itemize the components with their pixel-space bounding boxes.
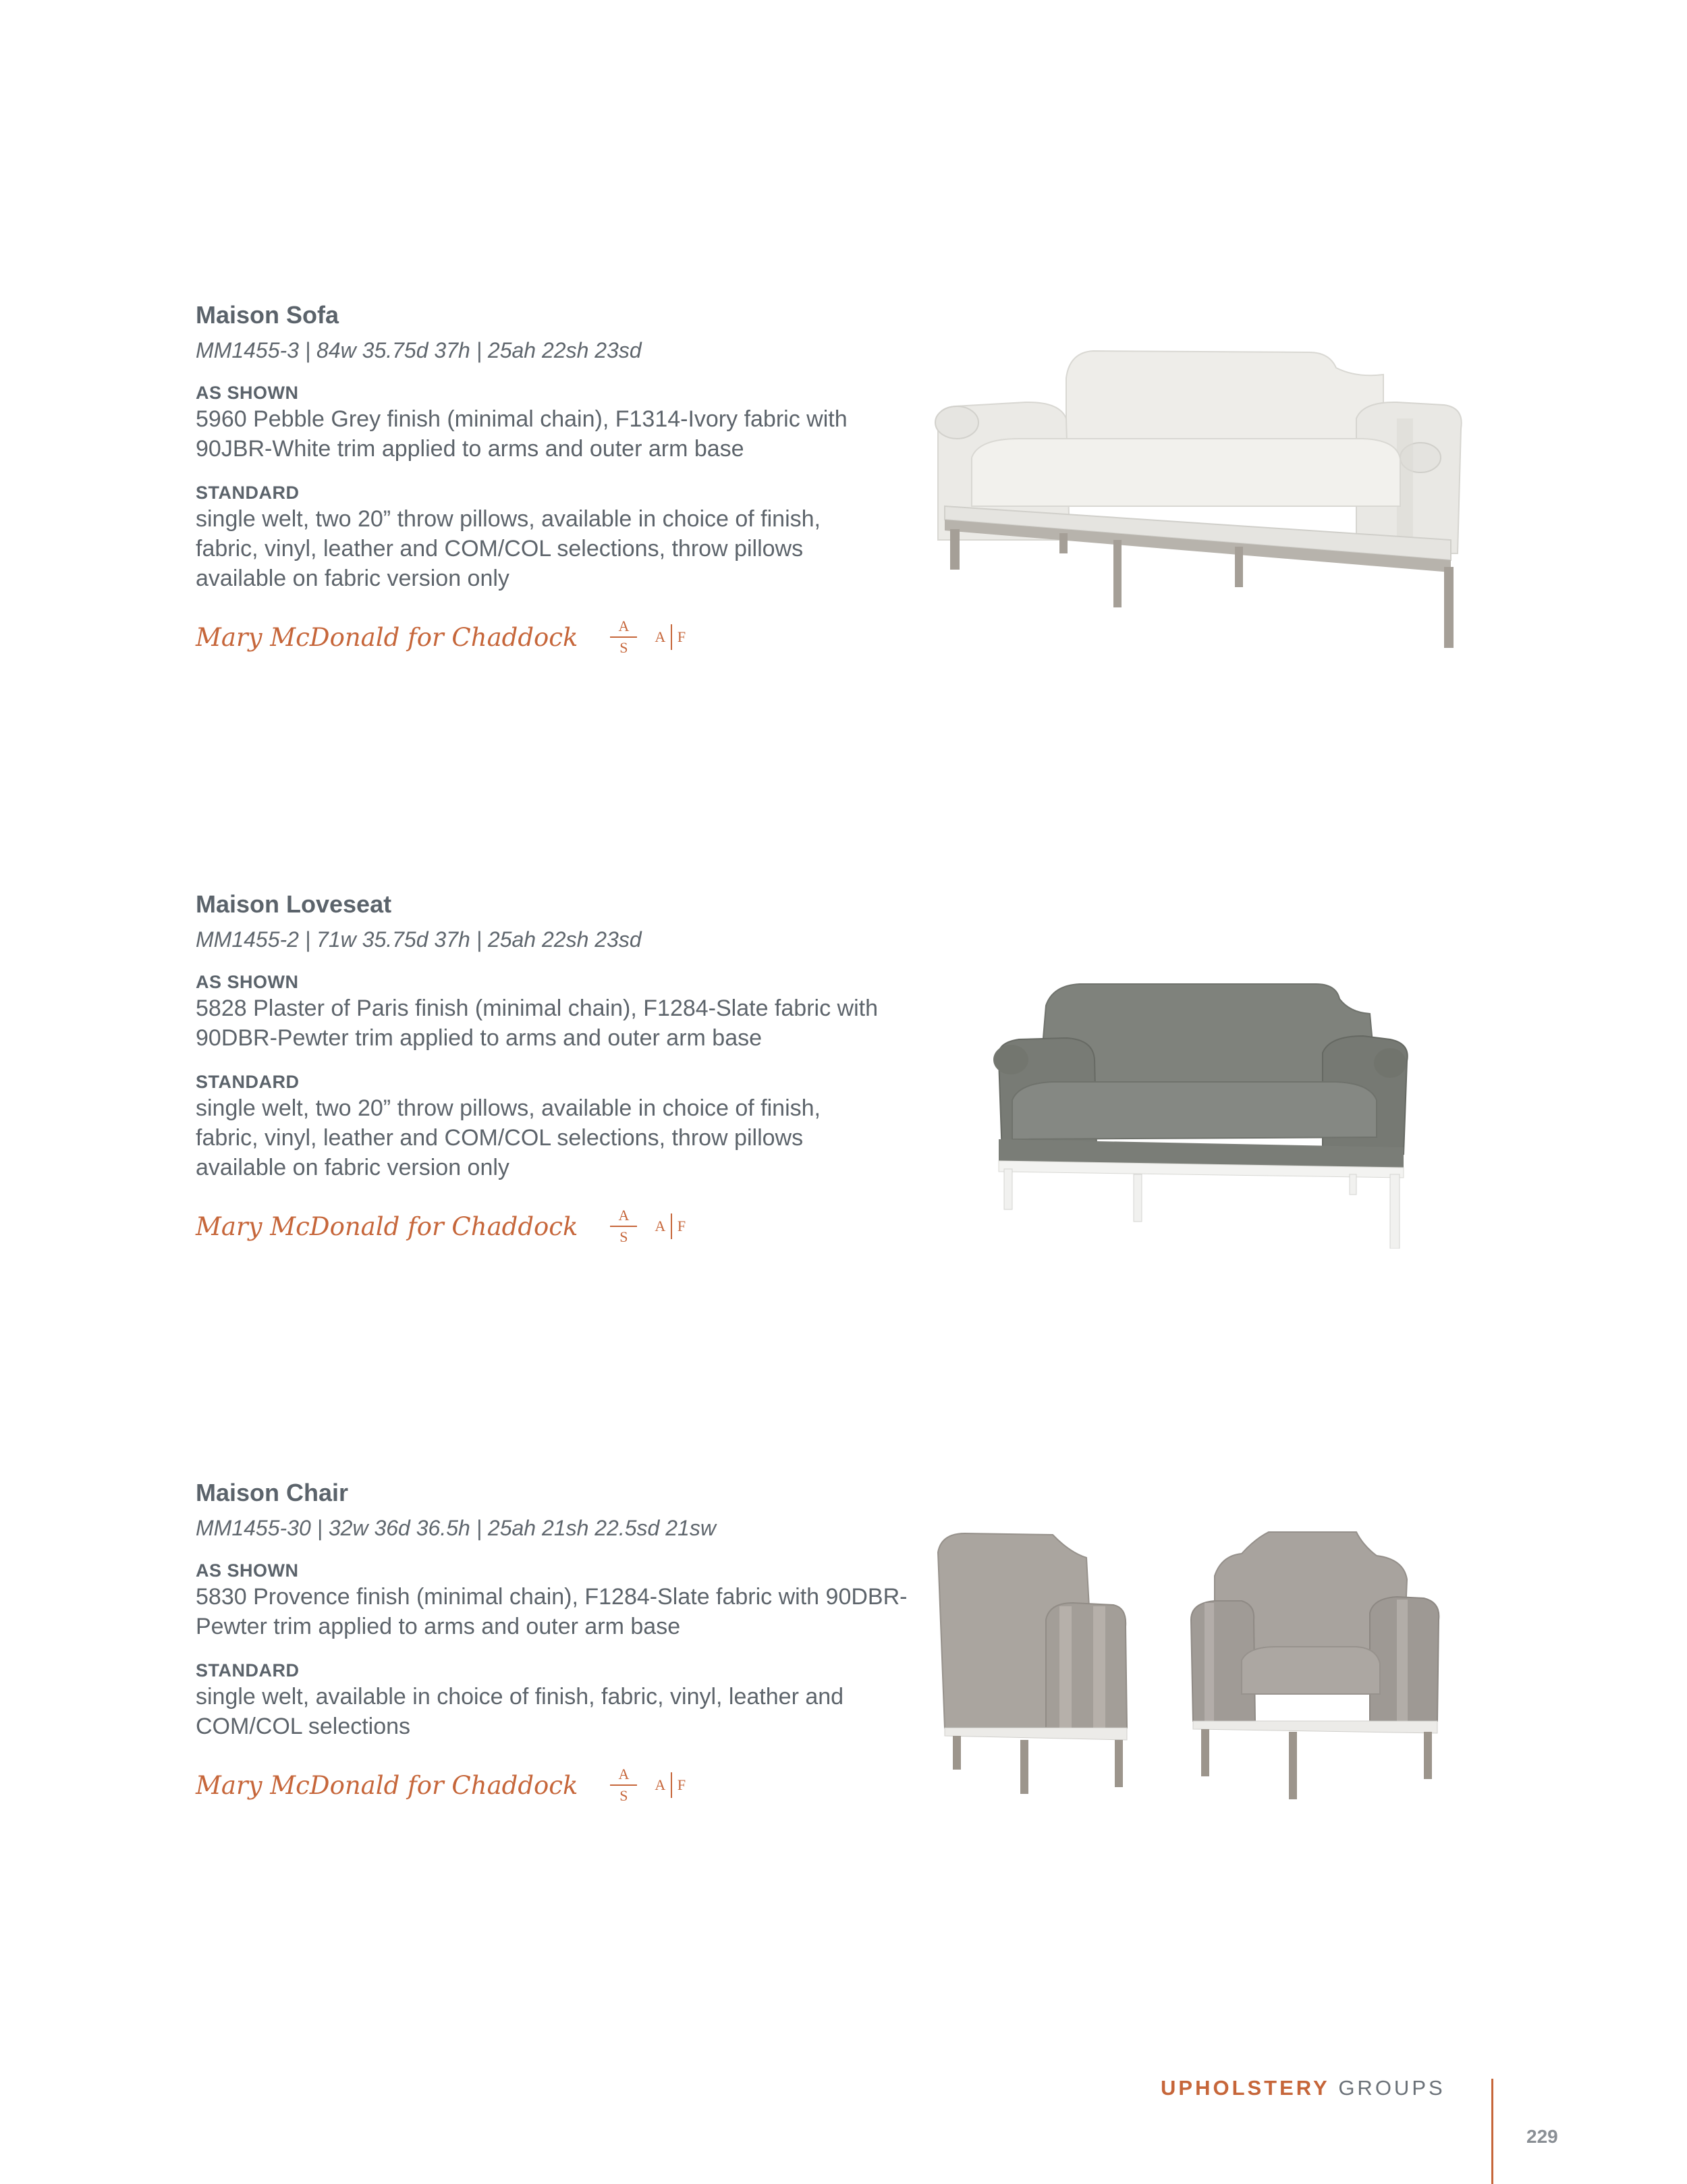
loveseat-slate-photo-icon <box>972 972 1417 1249</box>
section-label-rest: GROUPS <box>1329 2076 1445 2100</box>
mark-right: F <box>677 1218 686 1234</box>
collection-mark-icon <box>609 1207 686 1246</box>
product-chair <box>196 1478 911 1809</box>
standard-text: single welt, available in choice of finish, fabric, vinyl, leather and COM/COL selections <box>196 1684 844 1739</box>
product-sofa <box>196 300 911 661</box>
section-label <box>1161 2076 1445 2100</box>
brand-row <box>196 1203 911 1250</box>
collection-mark-icon <box>609 1766 686 1805</box>
section-label-strong: UPHOLSTERY <box>1161 2076 1330 2100</box>
brand-line: Mary McDonald for Chaddock <box>196 622 578 652</box>
product-sku: MM1455-2 | 71w 35.75d 37h | 25ah 22sh 23sd <box>196 927 642 952</box>
page-number: 229 <box>1526 2126 1558 2147</box>
standard-label: STANDARD <box>196 483 300 503</box>
as-shown-text: 5828 Plaster of Paris finish (minimal chain), F1284-Slate fabric with 90DBR-Pewter trim applied to arms and outer arm base <box>196 995 878 1051</box>
footer-divider <box>1491 2079 1493 2184</box>
mark-left: A <box>655 1776 666 1793</box>
mark-bottom: S <box>619 638 628 656</box>
brand-line: Mary McDonald for Chaddock <box>196 1211 578 1241</box>
mark-left: A <box>655 1218 666 1234</box>
as-shown-label: AS SHOWN <box>196 383 299 403</box>
chair-pair-photo-icon <box>924 1525 1478 1802</box>
brand-row <box>196 613 911 661</box>
as-shown-text: 5830 Provence finish (minimal chain), F1284-Slate fabric with 90DBR-Pewter trim applied to arms and outer arm base <box>196 1584 908 1639</box>
brand-row <box>196 1762 911 1809</box>
product-title: Maison Chair <box>196 1479 349 1506</box>
mark-top: A <box>618 1207 630 1224</box>
mark-right: F <box>677 628 686 645</box>
mark-bottom: S <box>619 1786 628 1804</box>
mark-top: A <box>618 1766 630 1783</box>
sofa-ivory-photo-icon <box>924 337 1478 675</box>
standard-label: STANDARD <box>196 1660 300 1681</box>
as-shown-text: 5960 Pebble Grey finish (minimal chain), F1314-Ivory fabric with 90JBR-White trim applied to arms and outer arm base <box>196 406 848 462</box>
mark-bottom: S <box>619 1228 628 1245</box>
product-loveseat <box>196 890 911 1250</box>
as-shown-label: AS SHOWN <box>196 1560 299 1581</box>
mark-left: A <box>655 628 666 645</box>
standard-text: single welt, two 20” throw pillows, available in choice of finish, fabric, vinyl, leather and COM/COL selections, throw pillows available on fabric version only <box>196 506 821 591</box>
brand-line: Mary McDonald for Chaddock <box>196 1770 578 1800</box>
standard-text: single welt, two 20” throw pillows, available in choice of finish, fabric, vinyl, leather and COM/COL selections, throw pillows available on fabric version only <box>196 1095 821 1180</box>
mark-top: A <box>618 618 630 635</box>
product-sku: MM1455-30 | 32w 36d 36.5h | 25ah 21sh 22.5sd 21sw <box>196 1516 716 1540</box>
as-shown-label: AS SHOWN <box>196 972 299 992</box>
product-sku: MM1455-3 | 84w 35.75d 37h | 25ah 22sh 23sd <box>196 338 642 362</box>
collection-mark-icon <box>609 618 686 657</box>
product-title: Maison Loveseat <box>196 890 392 918</box>
mark-right: F <box>677 1776 686 1793</box>
standard-label: STANDARD <box>196 1072 300 1092</box>
product-title: Maison Sofa <box>196 301 339 329</box>
